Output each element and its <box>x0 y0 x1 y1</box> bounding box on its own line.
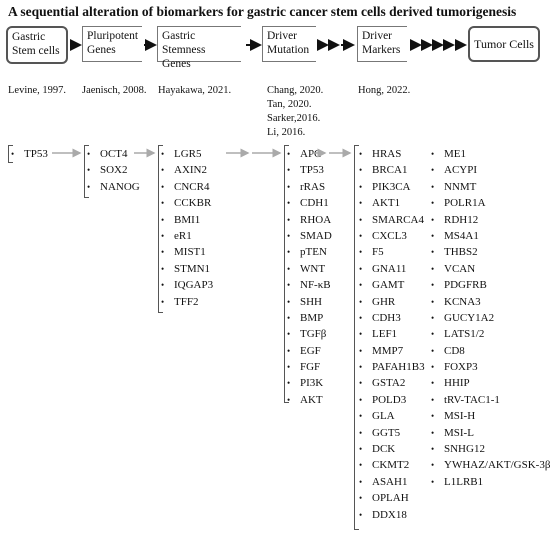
list-item: • KCNA3 <box>430 294 550 310</box>
list-item: • GSTA2 <box>358 375 425 391</box>
list-item: • MS4A1 <box>430 228 550 244</box>
list-item: • CDH3 <box>358 310 425 326</box>
list-item: • MSI-H <box>430 408 550 424</box>
list-item: • MMP7 <box>358 343 425 359</box>
list-item: • PDGFRB <box>430 277 550 293</box>
citation-sarker: Sarker,2016. <box>267 113 321 124</box>
list-item: • NANOG <box>86 179 140 195</box>
list-item: • ME1 <box>430 146 550 162</box>
list-item: • SOX2 <box>86 162 140 178</box>
citation-jaenisch: Jaenisch, 2008. <box>82 85 147 96</box>
list-item: • POLR1A <box>430 195 550 211</box>
list-item: • OCT4 <box>86 146 140 162</box>
list-item: • YWHAZ/AKT/GSK-3β <box>430 457 550 473</box>
list-item: • AKT <box>286 392 332 408</box>
list-item: • SHH <box>286 294 332 310</box>
list-item: • MSI-L <box>430 425 550 441</box>
stage-driver-mutation: Driver Mutation <box>262 26 316 62</box>
list-item: • APC <box>286 146 332 162</box>
list-item: • TGFβ <box>286 326 332 342</box>
list-item: • AKT1 <box>358 195 425 211</box>
citation-hayakawa: Hayakawa, 2021. <box>158 85 232 96</box>
list-item: • EGF <box>286 343 332 359</box>
citation-li: Li, 2016. <box>267 127 306 138</box>
stage-driver-markers: Driver Markers <box>357 26 407 62</box>
list-item: • rRAS <box>286 179 332 195</box>
list-item: • LGR5 <box>160 146 213 162</box>
list-item: • SMARCA4 <box>358 212 425 228</box>
list-item: • GGT5 <box>358 425 425 441</box>
list-item: • BRCA1 <box>358 162 425 178</box>
citation-chang: Chang, 2020. <box>267 85 324 96</box>
list-item: • F5 <box>358 244 425 260</box>
list-item: • TP53 <box>286 162 332 178</box>
list-item: • GNA11 <box>358 261 425 277</box>
list-item: • PAFAH1B3 <box>358 359 425 375</box>
list-item: • CNCR4 <box>160 179 213 195</box>
list-item: • MIST1 <box>160 244 213 260</box>
list-item: • CXCL3 <box>358 228 425 244</box>
list-item: • TFF2 <box>160 294 213 310</box>
list-item: • NF-κB <box>286 277 332 293</box>
citation-hong: Hong, 2022. <box>358 85 411 96</box>
list-item: • OPLAH <box>358 490 425 506</box>
list-item: • DDX18 <box>358 507 425 523</box>
list-item: • FOXP3 <box>430 359 550 375</box>
list-item: • CKMT2 <box>358 457 425 473</box>
list-item: • SMAD <box>286 228 332 244</box>
list-item: • BMI1 <box>160 212 213 228</box>
list-item: • PI3K <box>286 375 332 391</box>
list-item: • FGF <box>286 359 332 375</box>
list-item: • VCAN <box>430 261 550 277</box>
list-item: • pTEN <box>286 244 332 260</box>
list-item: • STMN1 <box>160 261 213 277</box>
list-item: • LATS1/2 <box>430 326 550 342</box>
list-item: • GHR <box>358 294 425 310</box>
list-item: • WNT <box>286 261 332 277</box>
list-item: • AXIN2 <box>160 162 213 178</box>
list-item: • THBS2 <box>430 244 550 260</box>
citation-tan: Tan, 2020. <box>267 99 312 110</box>
list-item: • BMP <box>286 310 332 326</box>
list-item: • DCK <box>358 441 425 457</box>
diagram-title: A sequential alteration of biomarkers for gastric cancer stem cells derived tumorigenesis <box>8 4 517 19</box>
list-item: • CD8 <box>430 343 550 359</box>
list-item: • L1LRB1 <box>430 474 550 490</box>
list-item: • eR1 <box>160 228 213 244</box>
list-item: • ACYPI <box>430 162 550 178</box>
list-item: • GUCY1A2 <box>430 310 550 326</box>
stage-gastric-stem-cells: Gastric Stem cells <box>6 26 68 64</box>
list-item: • RDH12 <box>430 212 550 228</box>
list-item: • PIK3CA <box>358 179 425 195</box>
list-item: • IQGAP3 <box>160 277 213 293</box>
list-item: • LEF1 <box>358 326 425 342</box>
list-item: • POLD3 <box>358 392 425 408</box>
stage-pluripotent-genes: Pluripotent Genes <box>82 26 142 62</box>
list-item: • GLA <box>358 408 425 424</box>
citation-levine: Levine, 1997. <box>8 85 67 96</box>
list-item: • RHOA <box>286 212 332 228</box>
list-item: • SNHG12 <box>430 441 550 457</box>
list-item: • CCKBR <box>160 195 213 211</box>
list-item: • NNMT <box>430 179 550 195</box>
list-item: • HRAS <box>358 146 425 162</box>
list-item: • ASAH1 <box>358 474 425 490</box>
list-item: • CDH1 <box>286 195 332 211</box>
stage-tumor-cells: Tumor Cells <box>468 26 540 62</box>
stage-gastric-stemness-genes: Gastric Stemness Genes <box>157 26 241 62</box>
list-item: • TP53 <box>10 146 48 162</box>
list-item: • HHIP <box>430 375 550 391</box>
list-item: • GAMT <box>358 277 425 293</box>
list-item: • tRV-TAC1-1 <box>430 392 550 408</box>
